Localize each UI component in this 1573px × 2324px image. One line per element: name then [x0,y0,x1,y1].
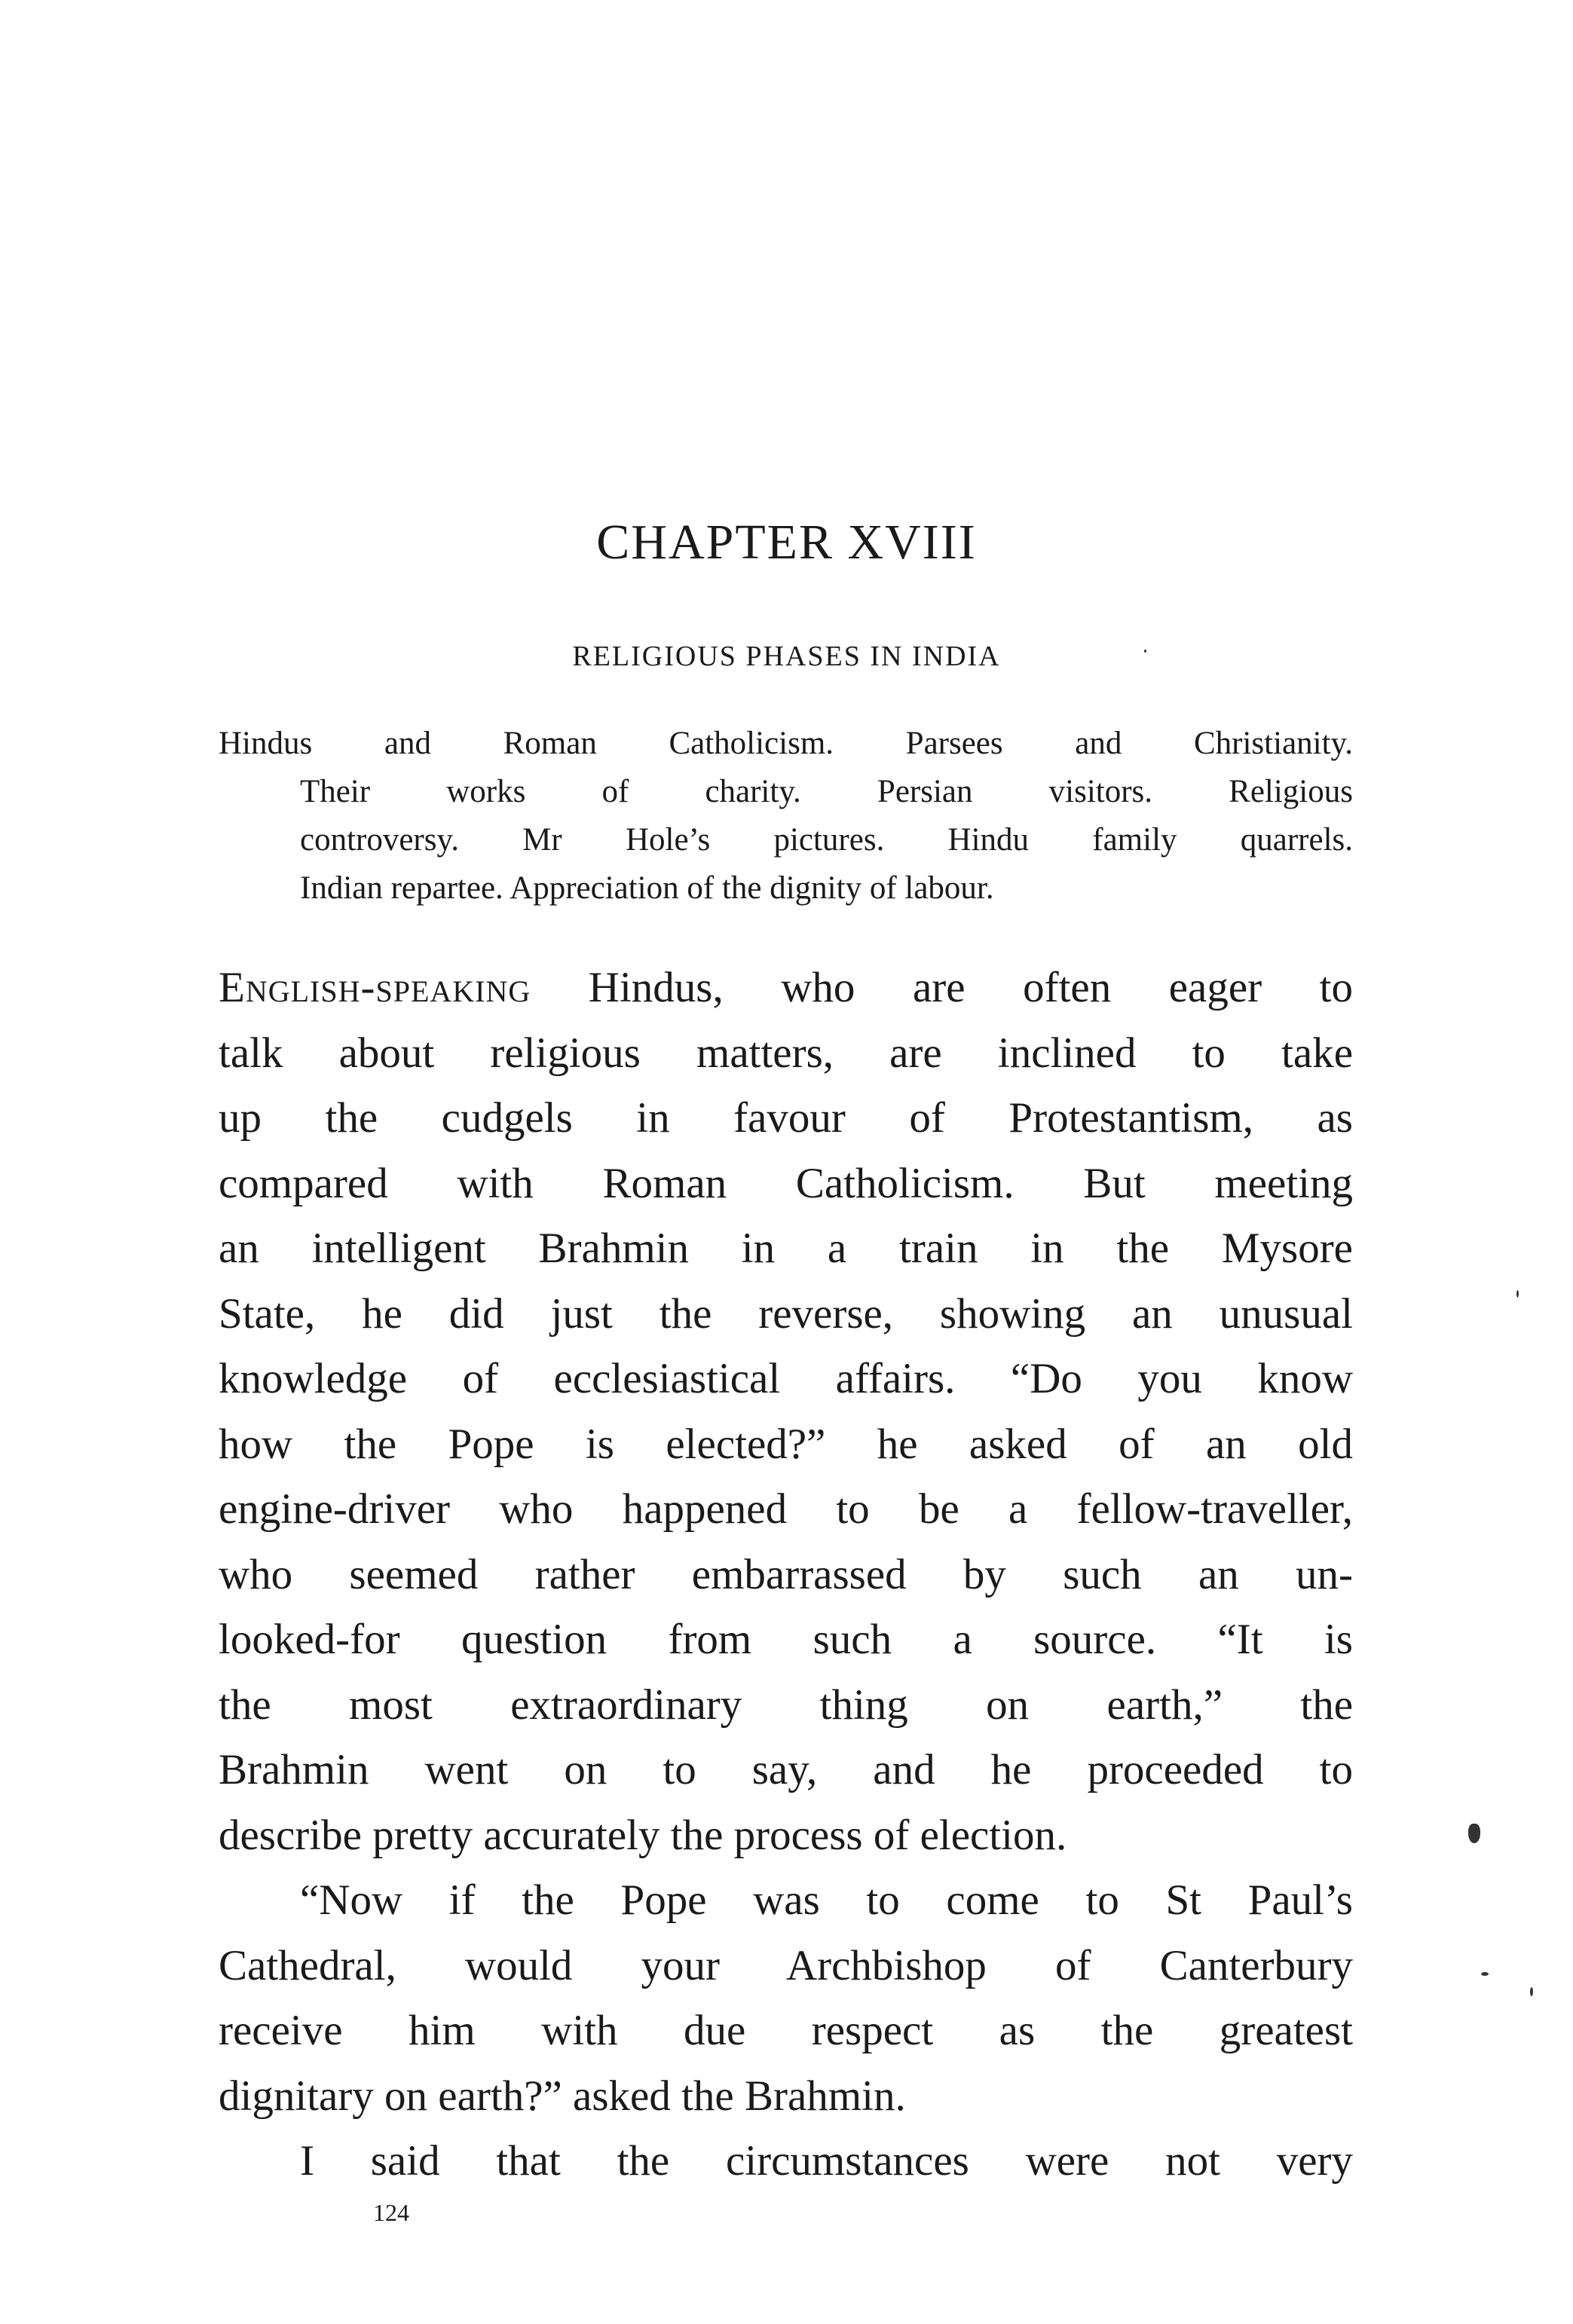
body-line: dignitary on earth?” asked the Brahmin. [219,2072,906,2120]
first-line-rest: Hindus, who are often eager to [531,964,1353,1011]
body-line: compared with Roman Catholicism. But meeting [219,1159,1353,1207]
chapter-synopsis [219,720,1353,913]
synopsis-line: controversy. Mr Hole’s pictures. Hindu family quarrels. [300,822,1353,858]
page-number: 124 [373,2199,409,2226]
body-line: Cathedral, would your Archbishop of Canterbury [219,1941,1353,1989]
body-line: up the cudgels in favour of Protestantism, as [219,1094,1353,1142]
body-line: looked-for question from such a source. “It is [219,1616,1353,1663]
ink-speck [1468,1824,1480,1843]
body-line: I said that the circumstances were not very [300,2137,1353,2185]
body-line: how the Pope is elected?” he asked of an old [219,1420,1353,1468]
body-line: receive him with due respect as the greatest [219,2007,1353,2054]
chapter-title: CHAPTER XVIII [596,515,977,570]
body-line: State, he did just the reverse, showing an unusual [219,1289,1353,1338]
body-line: the most extraordinary thing on earth,” the [219,1680,1353,1729]
synopsis-line: Their works of charity. Persian visitors. Religious [300,774,1353,809]
ink-speck [1530,1987,1533,1996]
ink-speck [1144,650,1146,653]
body-line: talk about religious matters, are inclined to take [219,1029,1353,1077]
ink-speck [1481,1972,1489,1976]
ink-speck [1516,1290,1519,1298]
body-line: “Now if the Pope was to come to St Paul’s [300,1876,1353,1924]
chapter-subtitle: RELIGIOUS PHASES IN INDIA [572,641,1001,672]
opening-smallcaps: English-speaking [219,964,531,1011]
body-line: who seemed rather embarrassed by such an un- [219,1550,1353,1598]
body-line: Brahmin went on to say, and he proceeded to [219,1746,1353,1793]
body-line [219,956,1353,1021]
body-line: engine-driver who happened to be a fellow-traveller, [219,1485,1353,1533]
body-line: an intelligent Brahmin in a train in the Mysore [219,1225,1353,1272]
body-line: knowledge of ecclesiastical affairs. “Do you know [219,1355,1353,1402]
synopsis-line: Hindus and Roman Catholicism. Parsees and Christianity. [219,726,1353,761]
synopsis-line: Indian repartee. Appreciation of the dignity of labour. [300,870,994,906]
body-line: describe pretty accurately the process of election. [219,1811,1067,1859]
body-text [219,956,1353,2194]
